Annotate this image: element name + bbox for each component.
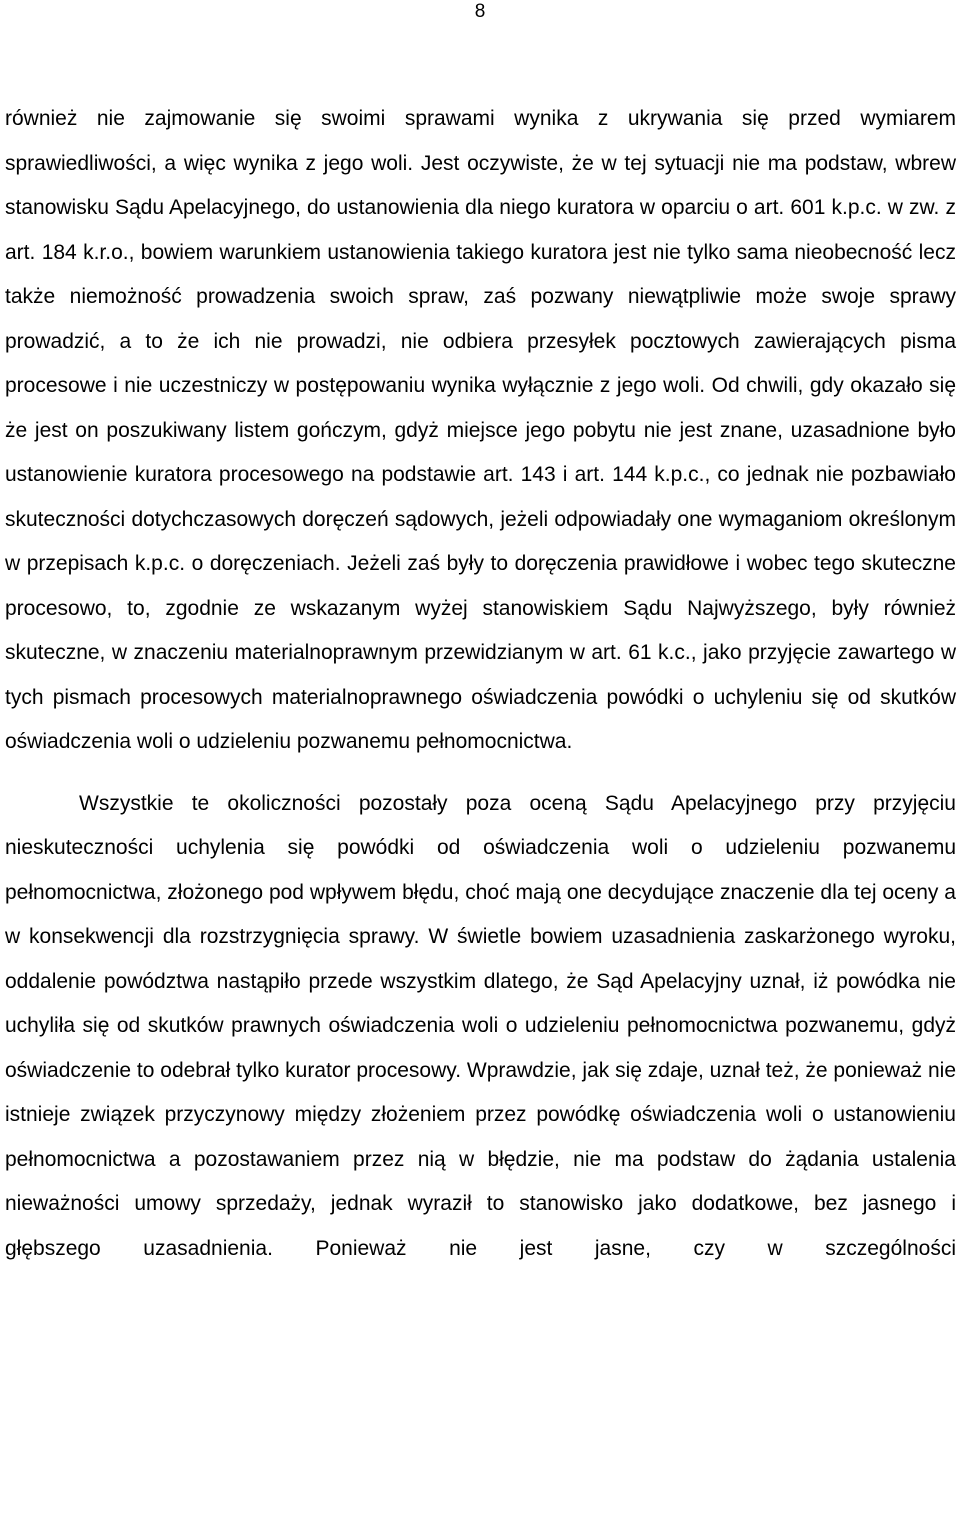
paragraph-2: Wszystkie te okoliczności pozostały poza oceną Sądu Apelacyjnego przy przyjęciu nieskuteczności uchylenia się powódki od oświadczenia woli o udzieleniu pozwanemu pełnomocnictwa, złożonego pod wpływem błędu, choć mają one decydujące znaczenie dla tej oceny a w konsekwencji dla rozstrzygnięcia sprawy. W świetle bowiem uzasadnienia zaskarżonego wyroku, oddalenie powództwa nastąpiło przede wszystkim dlatego, że Sąd Apelacyjny uznał, iż powódka nie uchyliła się od skutków prawnych oświadczenia woli o udzieleniu pełnomocnictwa pozwanemu, gdyż oświadczenie to odebrał tylko kurator procesowy. Wprawdzie, jak się zdaje, uznał też, że ponieważ nie istnieje związek przyczynowy między złożeniem przez powódkę oświadczenia woli o ustanowieniu pełnomocnictwa a pozostawaniem przez nią w błędzie, nie ma podstaw do żądania ustalenia nieważności umowy sprzedaży, jednak wyraził to stanowisko jako dodatkowe, bez jasnego i głębszego uzasadnienia. Ponieważ nie jest jasne, czy w szczególności — [5, 791, 956, 1260]
paragraph-1: również nie zajmowanie się swoimi sprawami wynika z ukrywania się przed wymiarem sprawiedliwości, a więc wynika z jego woli. Jest oczywiste, że w tej sytuacji nie ma podstaw, wbrew stanowisku Sądu Apelacyjnego, do ustanowienia dla niego kuratora w oparciu o art. 601 k.p.c. w zw. z art. 184 k.r.o., bowiem warunkiem ustanowienia takiego kuratora jest nie tylko sama nieobecność lecz także niemożność prowadzenia swoich spraw, zaś pozwany niewątpliwie może swoje sprawy prowadzić, a to że ich nie prowadzi, nie odbiera przesyłek pocztowych zawierających pisma procesowe i nie uczestniczy w postępowaniu wynika wyłącznie z jego woli. Od chwili, gdy okazało się że jest on poszukiwany listem gończym, gdyż miejsce jego pobytu nie jest znane, uzasadnione było ustanowienie kuratora procesowego na podstawie art. 143 i art. 144 k.p.c., co jednak nie pozbawiało skuteczności dotychczasowych doręczeń sądowych, jeżeli odpowiadały one wymaganiom określonym w przepisach k.p.c. o doręczeniach. Jeżeli zaś były to doręczenia prawidłowe i wobec tego skuteczne procesowo, to, zgodnie ze wskazanym wyżej stanowiskiem Sądu Najwyższego, były również skuteczne, w znaczeniu materialnoprawnym przewidzianym w art. 61 k.c., jako przyjęcie zawartego w tych pismach procesowych materialnoprawnego oświadczenia powódki o uchyleniu się od skutków oświadczenia woli o udzieleniu pozwanemu pełnomocnictwa. — [5, 107, 956, 753]
document-body — [5, 97, 956, 1271]
page-number: 8 — [474, 1, 486, 22]
